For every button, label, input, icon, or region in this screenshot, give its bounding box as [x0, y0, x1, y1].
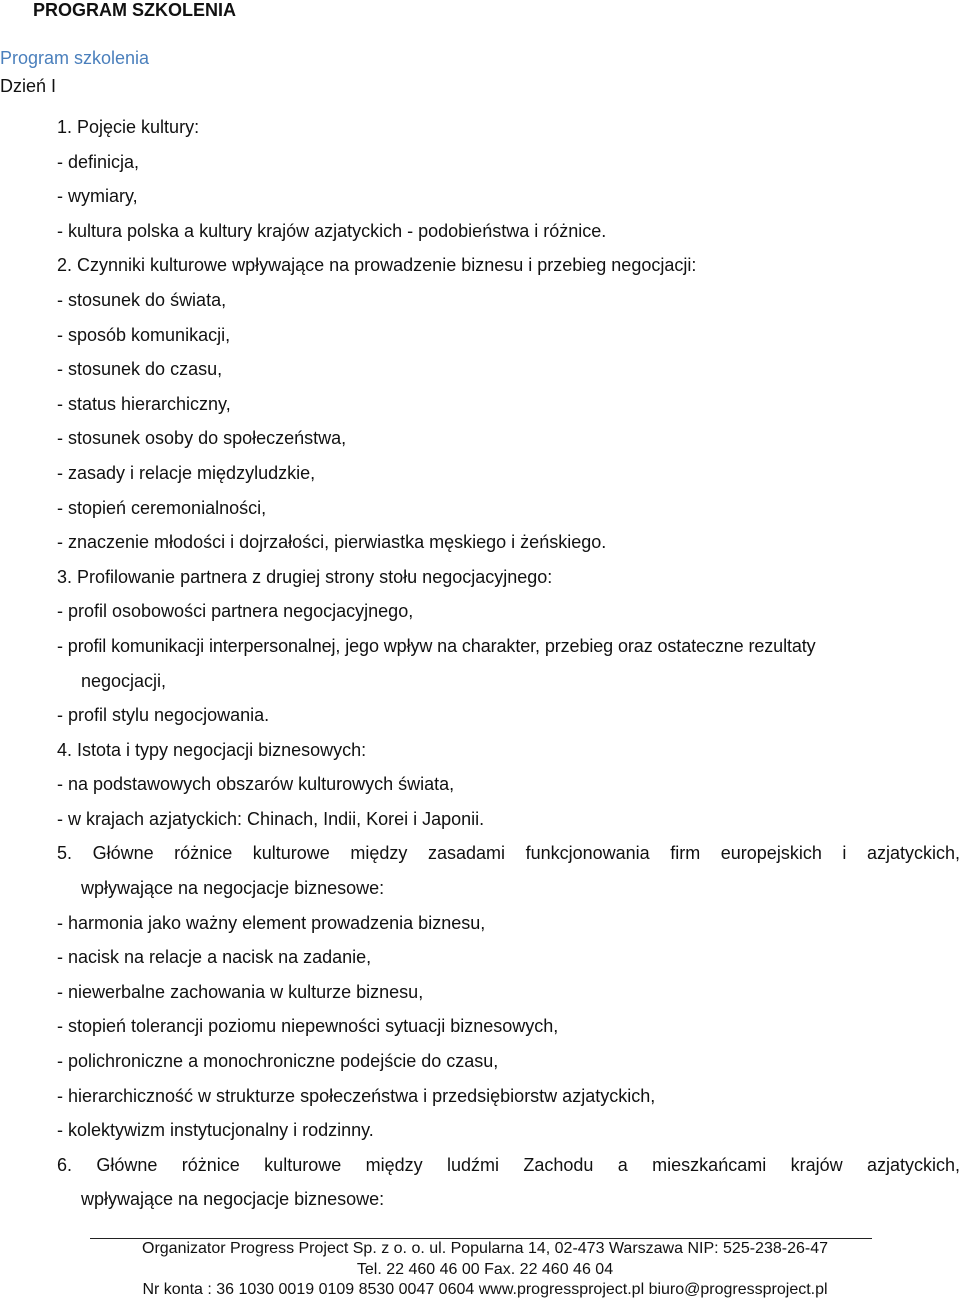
list-item: - sposób komunikacji, [57, 324, 231, 345]
list-item: - kolektywizm instytucjonalny i rodzinny. [57, 1120, 374, 1141]
list-item: 1. Pojęcie kultury: [57, 117, 200, 137]
section-heading: Program szkolenia [0, 48, 150, 68]
footer-address: Organizator Progress Project Sp. z o. o. ul. Popularna 14, 02-473 Warszawa NIP: 525-238-26-47 [142, 1240, 828, 1257]
list-item: - znaczenie młodości i dojrzałości, pierwiastka męskiego i żeńskiego. [57, 532, 607, 553]
list-item: - zasady i relacje międzyludzkie, [57, 462, 316, 483]
list-item: - stopień ceremonialności, [57, 497, 267, 518]
list-item: - stosunek do świata, [57, 289, 227, 310]
page-footer [90, 1238, 880, 1301]
footer-account: Nr konta : 36 1030 0019 0109 8530 0047 0604 www.progressproject.pl biuro@progressproject.pl [142, 1281, 828, 1298]
list-item: 2. Czynniki kulturowe wpływające na prowadzenie biznesu i przebieg negocjacji: [57, 255, 697, 276]
list-item-continuation: negocjacji, [81, 670, 167, 691]
list-item: - hierarchiczność w strukturze społeczeństwa i przedsiębiorstw azjatyckich, [57, 1085, 656, 1106]
list-item: 5. Główne różnice kulturowe między zasadami funkcjonowania firm europejskich i azjatyckich, [57, 843, 960, 864]
list-item: - wymiary, [57, 186, 138, 207]
list-item: - stosunek osoby do społeczeństwa, [57, 428, 347, 449]
list-item: - harmonia jako ważny element prowadzenia biznesu, [57, 912, 486, 933]
list-item: - niewerbalne zachowania w kulturze biznesu, [57, 981, 424, 1002]
list-item: - nacisk na relacje a nacisk na zadanie, [57, 947, 372, 968]
list-item: - polichroniczne a monochroniczne podejście do czasu, [57, 1051, 499, 1072]
list-item: - w krajach azjatyckich: Chinach, Indii, Korei i Japonii. [57, 808, 485, 829]
list-item: - profil stylu negocjowania. [57, 705, 270, 726]
list-item: - stosunek do czasu, [57, 359, 223, 380]
page-title: PROGRAM SZKOLENIA [33, 0, 237, 20]
list-item: 3. Profilowanie partnera z drugiej strony stołu negocjacyjnego: [57, 566, 553, 587]
list-item: 6. Główne różnice kulturowe między ludźmi Zachodu a mieszkańcami krajów azjatyckich, [57, 1154, 960, 1175]
list-item: - na podstawowych obszarów kulturowych świata, [57, 774, 455, 795]
day-label: Dzień I [0, 76, 57, 96]
list-item: - profil osobowości partnera negocjacyjnego, [57, 601, 414, 622]
list-item: - definicja, [57, 151, 140, 172]
program-content [57, 110, 960, 1217]
list-item: - kultura polska a kultury krajów azjatyckich - podobieństwa i różnice. [57, 220, 607, 241]
list-item-continuation: wpływające na negocjacje biznesowe: [81, 878, 385, 899]
footer-phone: Tel. 22 460 46 00 Fax. 22 460 46 04 [356, 1260, 614, 1278]
list-item: - status hierarchiczny, [57, 393, 231, 414]
list-item-continuation: wpływające na negocjacje biznesowe: [81, 1189, 385, 1210]
list-item: 4. Istota i typy negocjacji biznesowych: [57, 739, 367, 760]
list-item: - profil komunikacji interpersonalnej, jego wpływ na charakter, przebieg oraz ostateczne rezultaty [57, 635, 816, 656]
list-item: - stopień tolerancji poziomu niepewności sytuacji biznesowych, [57, 1016, 559, 1037]
